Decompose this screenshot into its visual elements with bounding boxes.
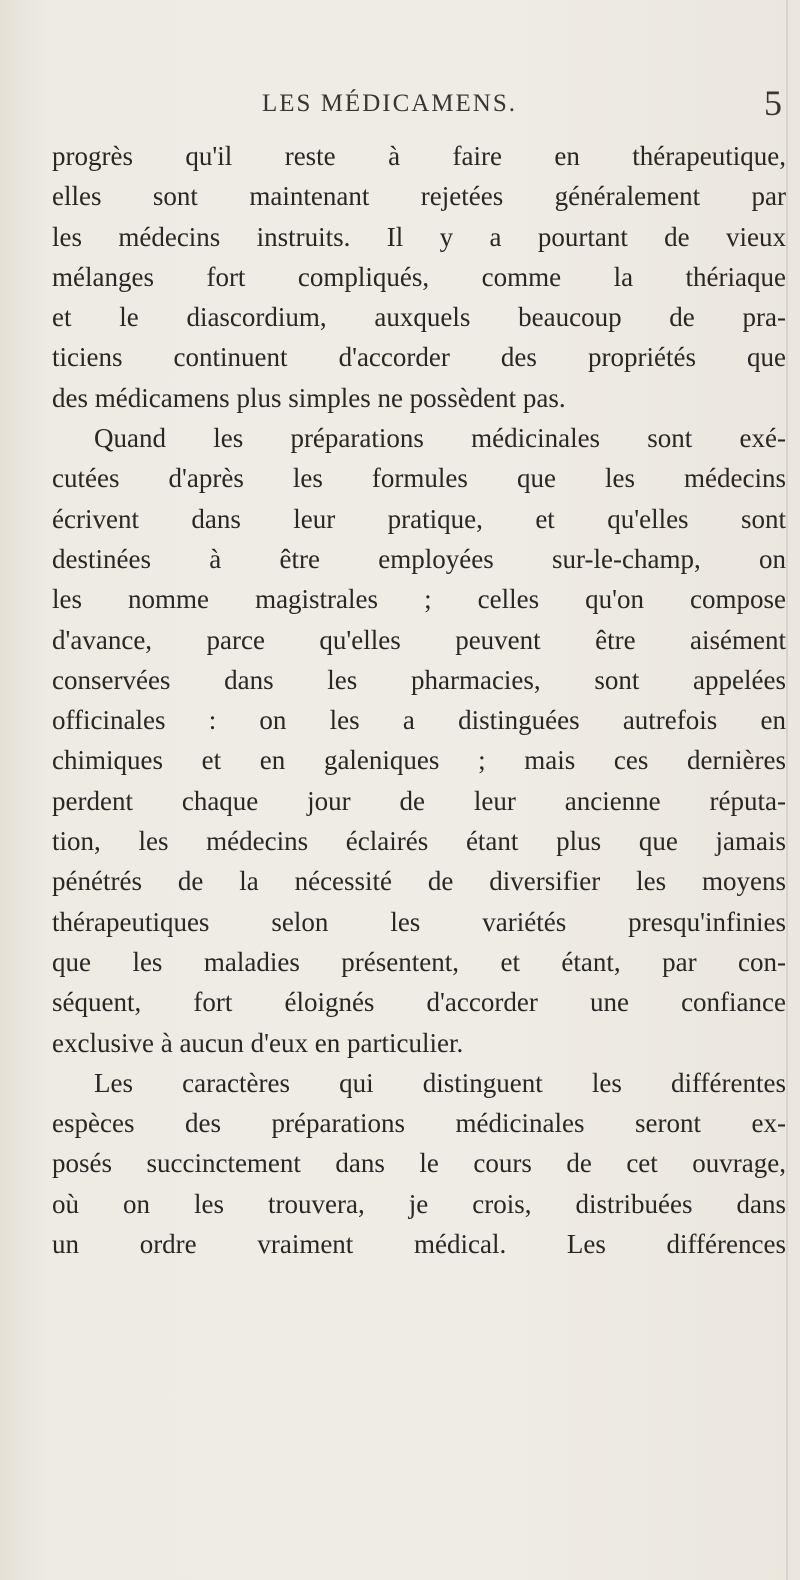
running-head: LES MÉDICAMENS. — [262, 90, 518, 117]
paragraph-start-line: Quand les préparations médicinales sont exé- — [94, 423, 786, 454]
text-line: pénétrés de la nécessité de diversifier les moyens — [52, 866, 786, 897]
page-number: 5 — [764, 83, 782, 123]
text-line: tion, les médecins éclairés étant plus que jamais — [52, 826, 786, 857]
text-line: des médicamens plus simples ne possèdent pas. — [52, 382, 566, 413]
text-line: d'avance, parce qu'elles peuvent être aisément — [52, 624, 786, 655]
text-line: posés succinctement dans le cours de cet ouvrage, — [52, 1148, 786, 1179]
page-edge — [786, 0, 788, 1580]
text-line: cutées d'après les formules que les médecins — [52, 463, 786, 494]
text-line: que les maladies présentent, et étant, par con- — [52, 946, 786, 977]
text-line: officinales : on les a distinguées autrefois en — [52, 705, 786, 736]
text-line: thérapeutiques selon les variétés presqu'infinies — [52, 906, 786, 937]
text-line: progrès qu'il reste à faire en thérapeutique, — [52, 141, 786, 171]
text-line: séquent, fort éloignés d'accorder une confiance — [52, 987, 786, 1018]
text-line: ticiens continuent d'accorder des propriétés que — [52, 342, 786, 373]
text-line: mélanges fort compliqués, comme la thériaque — [52, 261, 786, 292]
text-line: un ordre vraiment médical. Les différences — [52, 1229, 786, 1260]
text-line: les nomme magistrales ; celles qu'on compose — [52, 584, 786, 615]
body-text — [52, 136, 786, 1264]
text-line: exclusive à aucun d'eux en particulier. — [52, 1027, 464, 1058]
text-line: où on les trouvera, je crois, distribuées dans — [52, 1188, 786, 1219]
text-line: écrivent dans leur pratique, et qu'elles sont — [52, 503, 786, 534]
text-line: destinées à être employées sur-le-champ, on — [52, 543, 786, 574]
text-line: chimiques et en galeniques ; mais ces dernières — [52, 745, 786, 776]
text-line: espèces des préparations médicinales seront ex- — [52, 1108, 786, 1139]
text-line: conservées dans les pharmacies, sont appelées — [52, 664, 786, 695]
page-header — [262, 82, 782, 122]
text-line: les médecins instruits. Il y a pourtant de vieux — [52, 221, 786, 252]
text-line: perdent chaque jour de leur ancienne réputa- — [52, 785, 786, 816]
paragraph-start-line: Les caractères qui distinguent les différentes — [94, 1067, 786, 1098]
text-line: elles sont maintenant rejetées généralement par — [52, 181, 786, 212]
text-line: et le diascordium, auxquels beaucoup de pra- — [52, 302, 786, 333]
